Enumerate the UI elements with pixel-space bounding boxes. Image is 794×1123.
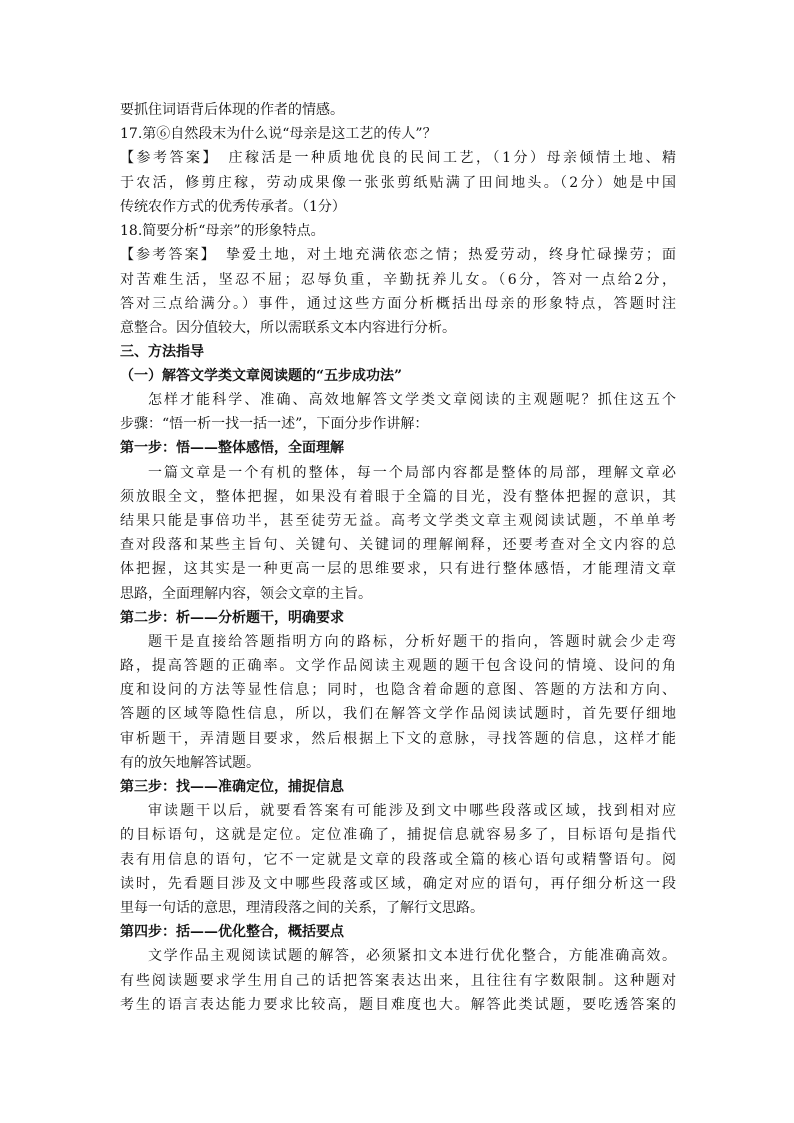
paragraph-line: 有的放矢地解答试题。: [120, 755, 260, 771]
paragraph-line: 的目标语句，这就是定位。定位准确了，捕捉信息就容易多了，目标语句是指代: [120, 827, 676, 843]
paragraph-line: 答题的区域等隐性信息，所以，我们在解答文学作品阅读试题时，首先要仔细地: [120, 706, 676, 722]
answer-18-line: 【参考答案】 挚爱土地，对土地充满依恋之情；热爱劳动，终身忙碌操劳；面: [120, 247, 676, 263]
step-1-heading: 第一步：悟——整体感悟，全面理解: [120, 440, 344, 456]
paragraph-line: 里每一句话的意思，理清段落之间的关系，了解行文思路。: [120, 900, 484, 916]
paragraph-line: 表有用信息的语句，它不一定就是文章的段落或全篇的核心语句或精警语句。阅: [120, 852, 676, 868]
paragraph-line: 度和设问的方法等显性信息；同时，也隐含着命题的意图、答题的方法和方向、: [120, 682, 676, 698]
step-2-heading: 第二步：析——分析题干，明确要求: [120, 610, 344, 626]
paragraph-line: 结果只能是事倍功半，甚至徒劳无益。高考文学类文章主观阅读试题，不单单考: [120, 513, 676, 529]
paragraph-line: 须放眼全文，整体把握，如果没有着眼于全篇的目光，没有整体把握的意识，其: [120, 489, 676, 505]
answer-17-line: 传统农作方式的优秀传承者。（1分）: [120, 199, 346, 215]
subsection-heading: （一）解答文学类文章阅读题的“五步成功法”: [120, 368, 403, 384]
paragraph-line: 题干是直接给答题指明方向的路标，分析好题干的指向，答题时就会少走弯: [148, 634, 676, 650]
paragraph-line: 路，提高答题的正确率。文学作品阅读主观题的题干包含设问的情境、设问的角: [120, 658, 676, 674]
paragraph-line: 审读题干以后，就要看答案有可能涉及到文中哪些段落或区域，找到相对应: [148, 803, 676, 819]
paragraph-line: 考生的语言表达能力要求比较高，题目难度也大。解答此类试题，要吃透答案的: [120, 997, 676, 1013]
section-heading: 三、方法指导: [120, 344, 204, 360]
paragraph-line: 步骤：“悟一析一找一括一述”，下面分步作讲解：: [120, 416, 429, 432]
paragraph-line: 体把握，这其实是一种更高一层的思维要求，只有进行整体感悟，才能理清文章: [120, 561, 676, 577]
paragraph-line: 审析题干，弄清题目要求，然后根据上下文的意脉，寻找答题的信息，这样才能: [120, 731, 676, 747]
answer-18-line: 对苦难生活，坚忍不屈；忍辱负重，辛勤抚养儿女。（6分，答对一点给2分，: [120, 272, 676, 288]
answer-17-line: 于农活，修剪庄稼，劳动成果像一张张剪纸贴满了田间地头。（2分）她是中国: [120, 175, 676, 191]
paragraph-line: 一篇文章是一个有机的整体，每一个局部内容都是整体的局部，理解文章必: [148, 465, 676, 481]
paragraph-line: 怎样才能科学、准确、高效地解答文学类文章阅读的主观题呢？抓住这五个: [148, 392, 676, 408]
answer-18-line: 意整合。因分值较大，所以需联系文本内容进行分析。: [120, 320, 456, 336]
paragraph-line: 有些阅读题要求学生用自己的话把答案表达出来，且往往有字数限制。这种题对: [120, 973, 676, 989]
paragraph-line: 思路，全面理解内容，领会文章的主旨。: [120, 586, 372, 602]
paragraph-line: 查对段落和某些主旨句、关键句、关键词的理解阐释，还要考查对全文内容的总: [120, 537, 676, 553]
question-17: 17.第⑥自然段末为什么说“母亲是这工艺的传人”？: [120, 126, 437, 142]
question-18: 18.简要分析“母亲”的形象特点。: [120, 223, 325, 239]
paragraph-line: 文学作品主观阅读试题的解答，必须紧扣文本进行优化整合，方能准确高效。: [148, 948, 676, 964]
text-line: 要抓住词语背后体现的作者的情感。: [120, 102, 344, 118]
step-3-heading: 第三步：找——准确定位，捕捉信息: [120, 779, 344, 795]
paragraph-line: 读时，先看题目涉及文中哪些段落或区域，确定对应的语句，再仔细分析这一段: [120, 876, 676, 892]
answer-17-line: 【参考答案】 庄稼活是一种质地优良的民间工艺，（1分）母亲倾情土地、精: [120, 150, 676, 166]
answer-18-line: 答对三点给满分。）事件，通过这些方面分析概括出母亲的形象特点，答题时注: [120, 296, 676, 312]
step-4-heading: 第四步：括——优化整合，概括要点: [120, 924, 344, 940]
